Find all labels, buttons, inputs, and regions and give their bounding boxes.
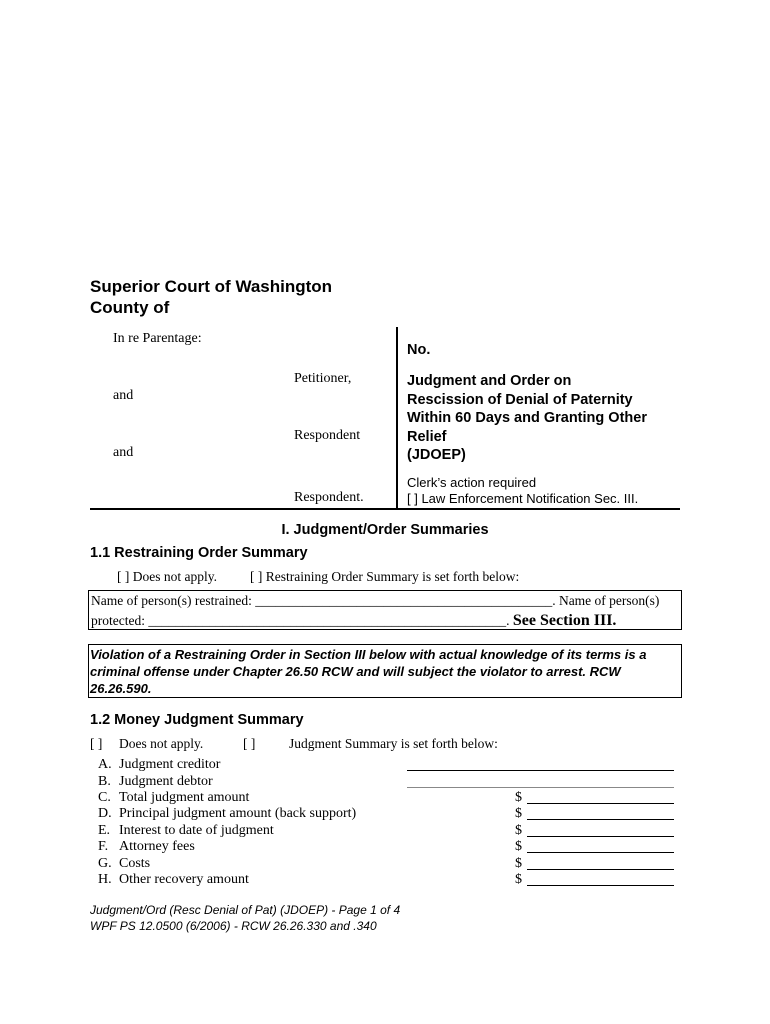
and-label-1: and — [113, 388, 134, 403]
restraining-does-not-apply-checkbox[interactable]: [ ] Does not apply. — [117, 569, 217, 584]
money-set-forth-box[interactable]: [ ] — [243, 736, 256, 751]
dollar-sign: $ — [515, 839, 522, 854]
petitioner-label: Petitioner, — [294, 371, 352, 386]
clerk-action-label: Clerk’s action required — [407, 475, 537, 490]
dollar-sign: $ — [515, 806, 522, 821]
total-judgment-line[interactable] — [527, 803, 674, 804]
dollar-sign: $ — [515, 872, 522, 887]
caption-divider-vertical — [396, 327, 398, 509]
respondent-label-2: Respondent. — [294, 490, 364, 505]
row-label: Other recovery amount — [119, 872, 249, 887]
law-enforcement-checkbox[interactable]: [ ] Law Enforcement Notification Sec. III. — [407, 491, 639, 506]
restraining-warning: Violation of a Restraining Order in Section III below with actual knowledge of its terms is a criminal offense under Chapter 26.50 RCW and will subject the violator to arrest. RCW 26.26.590. — [90, 647, 647, 696]
row-letter: E. — [98, 823, 111, 838]
and-label-2: and — [113, 445, 134, 460]
clerk-action — [407, 475, 638, 507]
document-title — [407, 372, 647, 465]
dollar-sign: $ — [515, 856, 522, 871]
footer-line-2: WPF PS 12.0500 (6/2006) - RCW 26.26.330 and .340 — [90, 919, 377, 933]
money-does-not-apply-box[interactable]: [ ] — [90, 736, 103, 751]
row-label: Interest to date of judgment — [119, 823, 274, 838]
see-section-period: . — [612, 612, 617, 629]
title-line: Rescission of Denial of Paternity — [407, 391, 633, 408]
restrained-person-field[interactable]: Name of person(s) restrained: ____________________________________________. Name of person(s) — [91, 593, 660, 608]
judgment-creditor-line[interactable] — [407, 770, 674, 771]
row-letter: G. — [98, 856, 112, 871]
attorney-fees-line[interactable] — [527, 852, 674, 853]
in-re-label: In re Parentage: — [113, 331, 202, 346]
costs-line[interactable] — [527, 869, 674, 870]
principal-judgment-line[interactable] — [527, 819, 674, 820]
row-letter: B. — [98, 774, 111, 789]
court-name: Superior Court of Washington — [90, 277, 333, 296]
row-letter: F. — [98, 839, 109, 854]
caption-divider-horizontal — [90, 508, 680, 510]
row-letter: C. — [98, 790, 111, 805]
row-label: Total judgment amount — [119, 790, 250, 805]
row-label: Principal judgment amount (back support) — [119, 806, 357, 821]
row-label: Judgment creditor — [119, 757, 221, 772]
section-heading: I. Judgment/Order Summaries — [281, 522, 489, 538]
restraining-order-heading: 1.1 Restraining Order Summary — [90, 545, 308, 561]
money-judgment-heading: 1.2 Money Judgment Summary — [90, 712, 304, 728]
title-line: Relief — [407, 428, 447, 445]
interest-line[interactable] — [527, 836, 674, 837]
restraining-set-forth-checkbox[interactable]: [ ] Restraining Order Summary is set forth below: — [250, 569, 520, 584]
row-label: Costs — [119, 856, 151, 871]
see-section-link: See Section III — [512, 612, 613, 629]
dollar-sign: $ — [515, 790, 522, 805]
title-line: Within 60 Days and Granting Other — [407, 410, 647, 426]
protected-label: protected: _____________________________________________________. — [91, 613, 510, 628]
row-label: Judgment debtor — [119, 774, 213, 789]
dollar-sign: $ — [515, 823, 522, 838]
case-number-label: No. — [407, 342, 431, 358]
page-footer — [90, 902, 400, 934]
row-letter: H. — [98, 872, 112, 887]
title-line: (JDOEP) — [407, 447, 466, 463]
footer-line-1: Judgment/Ord (Resc Denial of Pat) (JDOEP) - Page 1 of 4 — [90, 903, 401, 917]
court-title — [90, 276, 332, 318]
money-set-forth-label: Judgment Summary is set forth below: — [289, 736, 498, 751]
title-line: Judgment and Order on — [407, 373, 572, 389]
county-label: County of — [90, 298, 170, 317]
judgment-debtor-line[interactable] — [407, 787, 674, 788]
row-letter: A. — [98, 757, 112, 772]
row-letter: D. — [98, 806, 112, 821]
respondent-label-1: Respondent — [294, 428, 361, 443]
money-does-not-apply-label: Does not apply. — [119, 736, 204, 751]
protected-person-field[interactable] — [91, 612, 616, 630]
row-label: Attorney fees — [119, 839, 195, 854]
other-recovery-line[interactable] — [527, 885, 674, 886]
